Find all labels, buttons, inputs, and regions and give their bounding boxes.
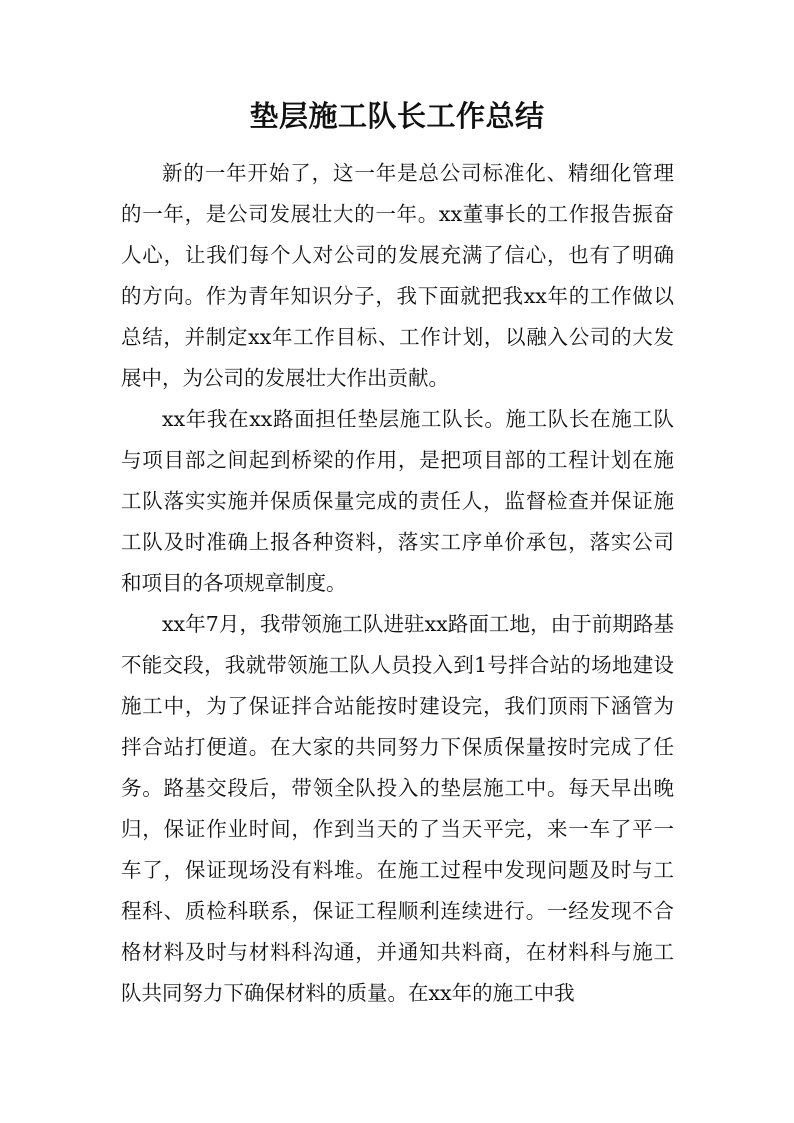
paragraph: xx年我在xx路面担任垫层施工队长。施工队长在施工队与项目部之间起到桥梁的作用，是把项目部的工程计划在施工队落实实施并保质保量完成的责任人，监督检查并保证施工队及时准确上报各种资料，落实工序单价承包，落实公司和项目的各项规章制度。: [121, 407, 674, 595]
document-title: 垫层施工队长工作总结: [249, 99, 545, 133]
document-body: [121, 153, 674, 1014]
paragraph: xx年7月，我带领施工队进驻xx路面工地，由于前期路基不能交段，我就带领施工队人员投入到1号拌合站的场地建设施工中，为了保证拌合站能按时建设完，我们顶雨下涵管为拌合站打便道。在大家的共同努力下保质保量按时完成了任务。路基交段后，带领全队投入的垫层施工中。每天早出晚归，保证作业时间，作到当天的了当天平完，来一车了平一车了，保证现场没有料堆。在施工过程中发现问题及时与工程科、质检科联系，保证工程顺利连续进行。一经发现不合格材料及时与材料科沟通，并通知共料商，在材料科与施工队共同努力下确保材料的质量。在xx年的施工中我: [121, 612, 674, 1005]
paragraph: 新的一年开始了，这一年是总公司标准化、精细化管理的一年，是公司发展壮大的一年。xx董事长的工作报告振奋人心，让我们每个人对公司的发展充满了信心，也有了明确的方向。作为青年知识分子，我下面就把我xx年的工作做以总结，并制定xx年工作目标、工作计划，以融入公司的大发展中，为公司的发展壮大作出贡献。: [121, 161, 674, 390]
